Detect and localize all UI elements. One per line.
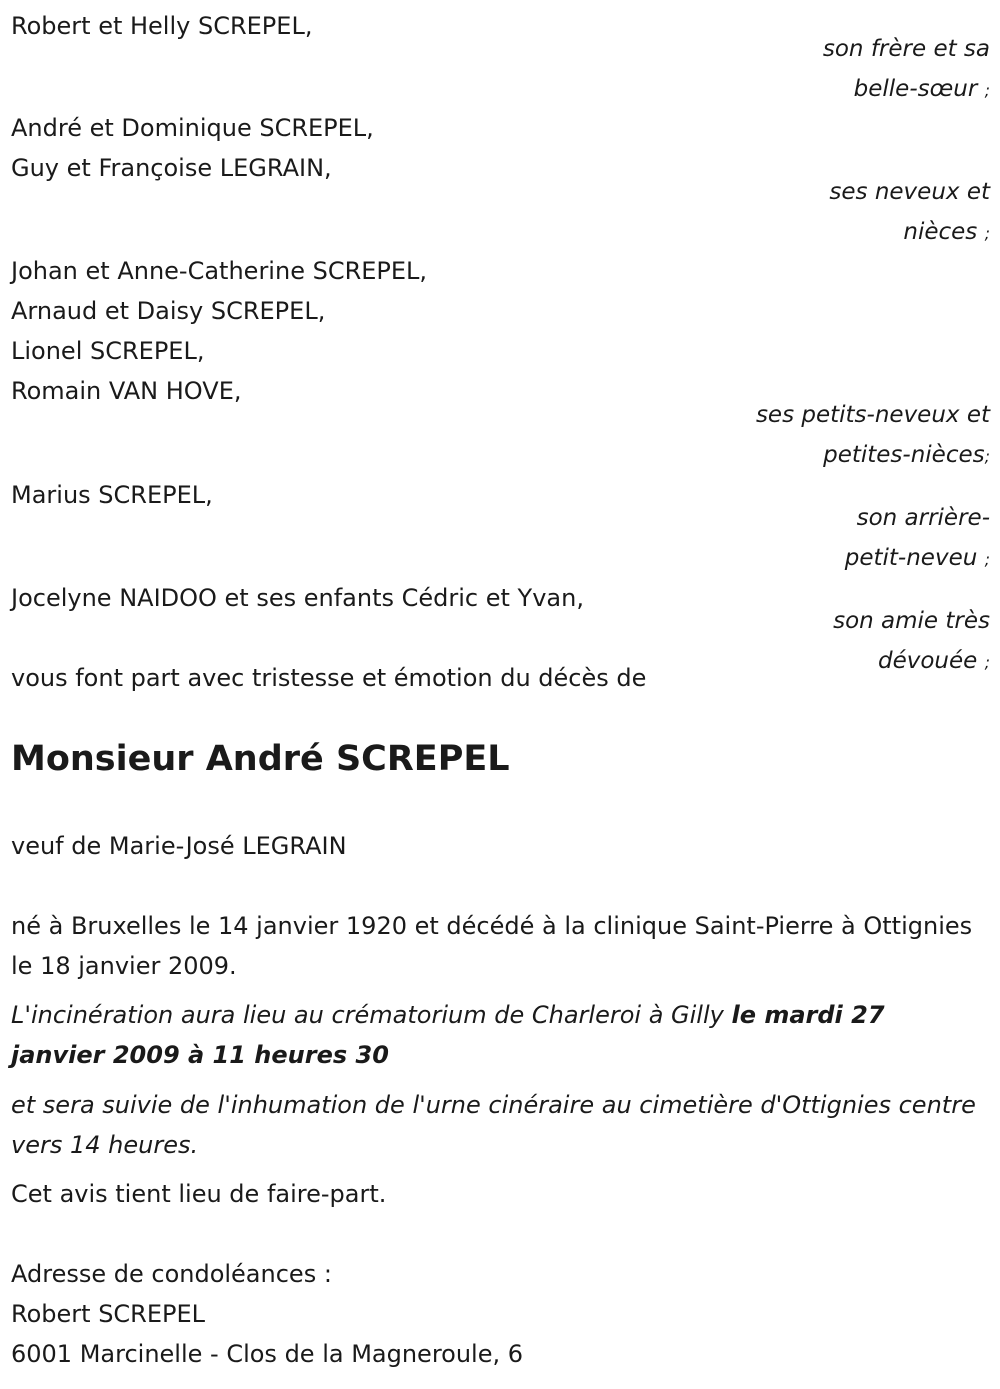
relation-grand-nephews — [690, 395, 990, 477]
relation-brother — [690, 29, 990, 111]
relation-great-grand-nephew-line1: son arrière- — [856, 505, 990, 531]
cremation-location: L'incinération aura lieu au crématorium de Charleroi à Gilly — [11, 1001, 732, 1029]
cremation-date: le mardi 27 janvier 2009 à 11 heures 30 — [11, 1001, 885, 1069]
relation-nephews-line2: nièces ; — [903, 219, 990, 245]
family-grand-nephew-1: Johan et Anne-Catherine SCREPEL, — [11, 257, 428, 285]
notice-text: Cet avis tient lieu de faire-part. — [11, 1180, 387, 1208]
condolences-address: 6001 Marcinelle - Clos de la Magneroule, 6 — [11, 1340, 524, 1368]
deceased-name: Monsieur André SCREPEL — [11, 739, 510, 779]
family-grand-nephew-3: Lionel SCREPEL, — [11, 337, 205, 365]
family-grand-nephew-4: Romain VAN HOVE, — [11, 377, 242, 405]
relation-friend — [690, 601, 990, 683]
family-friend: Jocelyne NAIDOO et ses enfants Cédric et Yvan, — [11, 584, 584, 612]
relation-grand-nephews-line2: petites-nièces; — [823, 442, 990, 468]
family-grand-nephew-2: Arnaud et Daisy SCREPEL, — [11, 297, 326, 325]
relation-nephews — [690, 172, 990, 254]
relation-great-grand-nephew-line2: petit-neveu ; — [844, 545, 990, 571]
family-nephew-2: Guy et Françoise LEGRAIN, — [11, 154, 332, 182]
relation-friend-line2: dévouée ; — [877, 648, 990, 674]
announcement-intro: vous font part avec tristesse et émotion du décès de — [11, 664, 647, 692]
relation-nephews-line1: ses neveux et — [829, 179, 990, 205]
family-great-grand-nephew: Marius SCREPEL, — [11, 481, 213, 509]
burial-text: et sera suivie de l'inhumation de l'urne cinéraire au cimetière d'Ottignies centre vers 14 heures. — [11, 1091, 976, 1159]
relation-brother-line2: belle-sœur ; — [853, 76, 990, 102]
birth-death-text: né à Bruxelles le 14 janvier 1920 et décédé à la clinique Saint-Pierre à Ottignies le 18 janvier 2009. — [11, 912, 973, 980]
relation-brother-line1: son frère et sa — [822, 36, 990, 62]
widower-of: veuf de Marie-José LEGRAIN — [11, 832, 347, 860]
relation-grand-nephews-line1: ses petits-neveux et — [755, 402, 990, 428]
relation-friend-line1: son amie très — [833, 608, 990, 634]
relation-great-grand-nephew — [690, 498, 990, 580]
condolences-label: Adresse de condoléances : — [11, 1260, 332, 1288]
condolences-name: Robert SCREPEL — [11, 1300, 206, 1328]
family-nephew-1: André et Dominique SCREPEL, — [11, 114, 374, 142]
family-brother: Robert et Helly SCREPEL, — [11, 12, 313, 40]
cremation-text — [11, 995, 986, 1075]
